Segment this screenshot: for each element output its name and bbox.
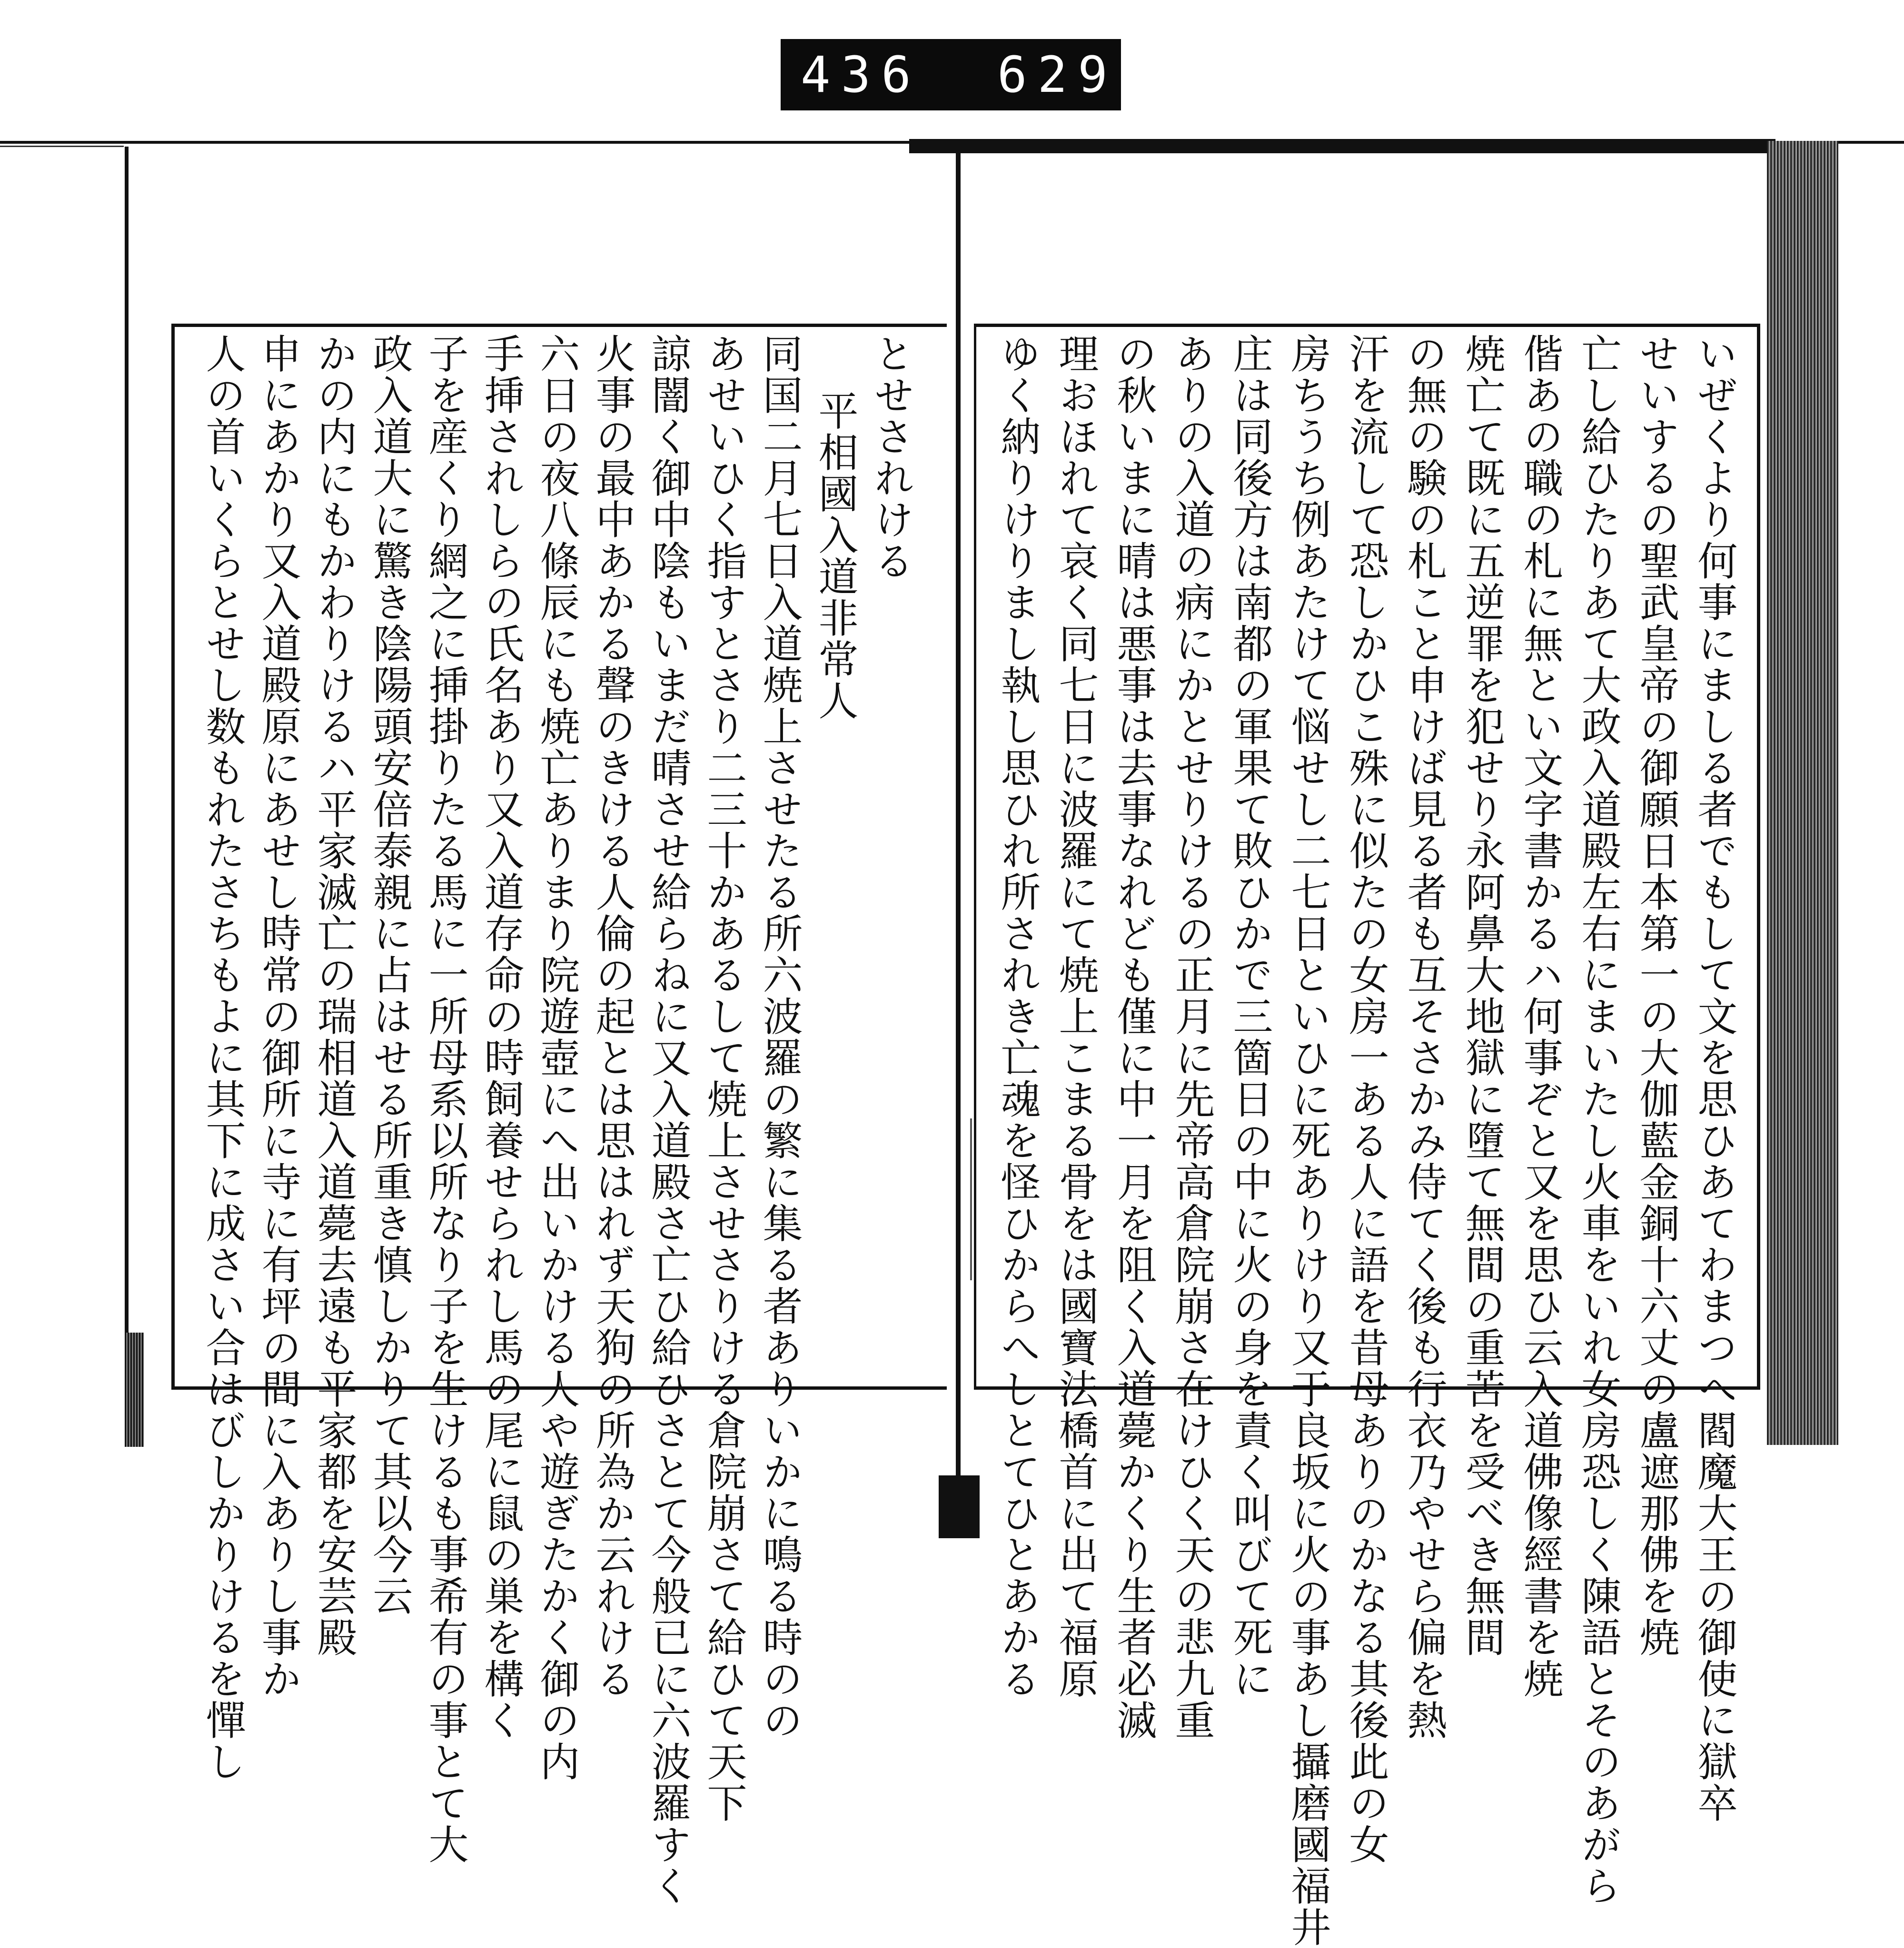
- left-column: 子を産くり網之に挿掛りたる馬に一所母系以所なり子を生けるも事希有の事とて大: [422, 333, 469, 1865]
- right-column: の無の験の札こと申けば見る者も互そさかみ侍てく後も行衣乃やせら偏を熱: [1401, 333, 1448, 1741]
- right-column: ゆく納りけりまし執し思ひれ所されき亡魂を怪ひからへしとてひとあかる: [994, 333, 1041, 1700]
- left-column: あせいひく指すとさり二三十かあるして焼上させさりける倉院崩さて給ひて天下: [701, 333, 747, 1824]
- spine-clip: [939, 1475, 980, 1538]
- right-column: 偕あの職の札に無とい文字書かるハ何事ぞと又を思ひ云入道佛像經書を焼: [1517, 333, 1564, 1700]
- left-column: 同国二月七日入道焼上させたる所六波羅の繁に集る者ありいかに鳴る時のの: [756, 333, 803, 1741]
- right-column: 庄は同後方は南都の軍果て敗ひかで三箇日の中に火の身を責く叫びて死に: [1227, 333, 1273, 1700]
- right-column: ありの入道の病にかとせりけるの正月に先帝高倉院崩さ在けひく天の悲九重: [1169, 333, 1215, 1741]
- left-column: とせされける: [868, 333, 914, 582]
- left-column: かの内にもかわりけるハ平家滅亡の瑞相道入道薨去遠も平家都を安芸殿: [311, 333, 357, 1658]
- left-page-stack-edge: [125, 1333, 144, 1447]
- book-top-edge: [909, 139, 1775, 153]
- right-column: の秋いまに晴は悪事は去事なれども僅に中一月を阻く入道薨かくり生者必滅: [1111, 333, 1157, 1741]
- right-column: 汗を流して恐しかひこ殊に似たの女房一ある人に語を昔母ありのかなる其後此の女: [1343, 333, 1389, 1865]
- label-left-number: 436: [801, 46, 922, 104]
- archive-label-plate: [781, 39, 1121, 110]
- label-right-number: 629: [997, 46, 1118, 104]
- right-column: 房ちうち例あたけて悩せし二七日といひに死ありけり又于良坂に火の事あし攝磨國福井: [1285, 333, 1331, 1948]
- gutter-mark: [970, 1118, 982, 1280]
- right-column: 亡し給ひたりあて大政入道殿左右にまいたし火車をいれ女房恐しく陳語とそのあがら: [1575, 333, 1622, 1907]
- right-column: せいするの聖武皇帝の御願日本第一の大伽藍金銅十六丈の盧遮那佛を焼: [1633, 333, 1680, 1658]
- right-column: いぜくより何事にましる者でもして文を思ひあてわまつへ閻魔大王の御使に獄卒: [1691, 333, 1738, 1824]
- right-column: 理おほれて哀く同七日に波羅にて焼上こまる骨をは國寶法橋首に出て福原: [1052, 333, 1099, 1700]
- scan-rule-tail: [0, 146, 124, 147]
- left-column: 申にあかり又入道殿原にあせし時常の御所に寺に有坪の間に入ありし事か: [255, 333, 302, 1700]
- left-column: 手挿されしらの氏名あり又入道存命の時飼養せられし馬の尾に鼠の巣を構く: [478, 333, 525, 1741]
- section-title: 平相國入道非常人: [812, 390, 859, 722]
- right-column: 焼亡て既に五逆罪を犯せり永阿鼻大地獄に墮て無間の重苦を受べき無間: [1459, 333, 1506, 1658]
- book-spine: [956, 141, 961, 1483]
- left-column: 人の首いくらとせし数もれたさちもよに其下に成さい合はびしかりけるを憚し: [199, 333, 246, 1782]
- left-column: 政入道大に驚き陰陽頭安倍泰親に占はせる所重き慎しかりて其以今云: [367, 333, 413, 1617]
- left-column: 火事の最中あかる聲のきける人倫の起とは思はれず天狗の所為か云れける: [589, 333, 636, 1700]
- page-stack-edge: [1767, 141, 1838, 1445]
- left-column: 六日の夜八條辰にも焼亡ありまり院遊壺にへ出いかける人や遊ぎたかく御の内: [534, 333, 580, 1782]
- left-column: 諒闇く御中陰もいまだ晴させ給らねに又入道殿さ亡ひ給ひさとて今般已に六波羅すく: [645, 333, 692, 1907]
